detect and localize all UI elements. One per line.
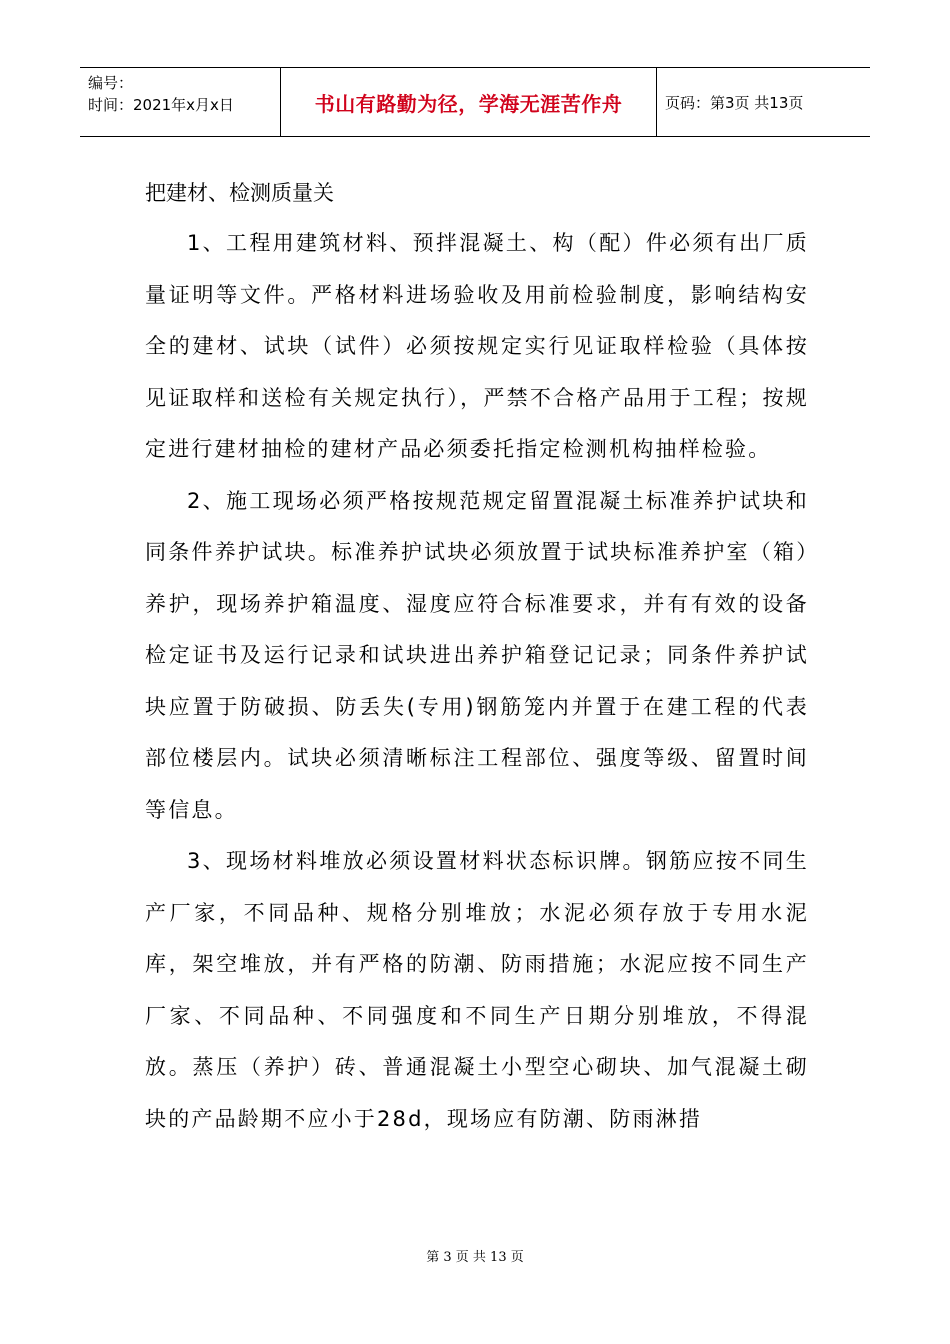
motto-text: 书山有路勤为径，学海无涯苦作舟 [314, 91, 623, 116]
section-heading: 把建材、检测质量关 [145, 181, 334, 205]
page-footer: 第 3 页 共 13 页 [426, 1250, 524, 1265]
header-page-info [657, 68, 870, 136]
document-body [145, 168, 809, 1145]
page-info-text: 页码：第3页 共13页 [665, 93, 804, 112]
time-label: 时间：2021年x月x日 [88, 96, 234, 114]
page-header [80, 67, 870, 137]
header-motto-cell [281, 68, 657, 136]
paragraph-2: 2、施工现场必须严格按规范规定留置混凝土标准养护试块和同条件养护试块。标准养护试块必须放置于试块标准养护室（箱）养护，现场养护箱温度、湿度应符合标准要求，并有有效的设备检定证书及运行记录和试块进出养护箱登记记录；同条件养护试块应置于防破损、防丢失(专用)钢筋笼内并置于在建工程的代表部位楼层内。试块必须清晰标注工程部位、强度等级、留置时间等信息。 [145, 488, 809, 822]
header-meta [80, 68, 281, 136]
number-label: 编号： [88, 74, 134, 92]
paragraph-1: 1、工程用建筑材料、预拌混凝土、构（配）件必须有出厂质量证明等文件。严格材料进场验收及用前检验制度，影响结构安全的建材、试块（试件）必须按规定实行见证取样检验（具体按见证取样和送检有关规定执行），严禁不合格产品用于工程；按规定进行建材抽检的建材产品必须委托指定检测机构抽样检验。 [145, 231, 809, 461]
paragraph-3: 3、现场材料堆放必须设置材料状态标识牌。钢筋应按不同生产厂家，不同品种、规格分别堆放；水泥必须存放于专用水泥库，架空堆放，并有严格的防潮、防雨措施；水泥应按不同生产厂家、不同品种、不同强度和不同生产日期分别堆放，不得混放。蒸压（养护）砖、普通混凝土小型空心砌块、加气混凝土砌块的产品龄期不应小于28d，现场应有防潮、防雨淋措 [145, 849, 809, 1131]
